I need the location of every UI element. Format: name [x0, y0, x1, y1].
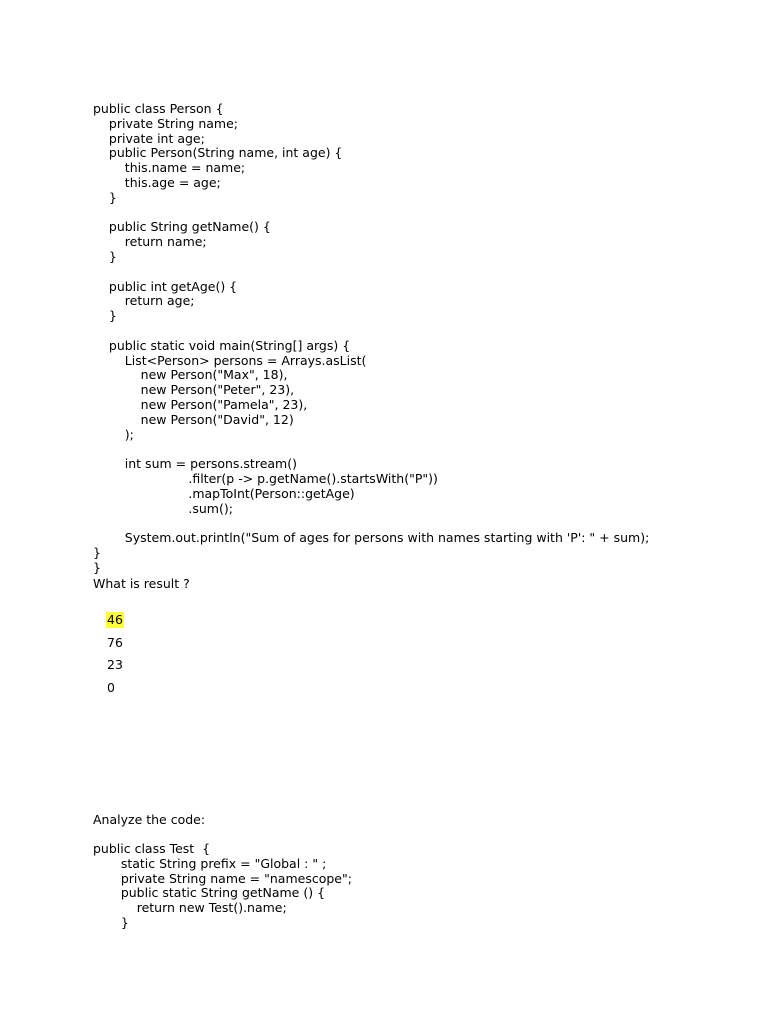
answer-option-label: 0 — [107, 679, 115, 695]
answer-option-label: 23 — [107, 657, 123, 672]
answer-option-2 — [106, 635, 124, 658]
question-text: What is result ? — [93, 576, 190, 591]
answer-option-label: 46 — [107, 612, 123, 627]
answer-option-4 — [106, 680, 124, 703]
answer-option-1 — [106, 612, 124, 635]
answer-options — [106, 612, 124, 702]
analyze-prompt: Analyze the code: — [93, 812, 206, 827]
code-snippet-test: public class Test { static String prefix = "Global : " ; private String name = "namescope"; public static String getName () { return new Test().name; } — [93, 841, 352, 930]
code-snippet-person: public class Person { private String name; private int age; public Person(String name, int age) { this.name = name; this.age = age; } public String getName() { return name; } public int getAge() { return age; } public static void main(String[] args) { List<Person> persons = Arrays.asList( new Person("Max", 18), new Person("Peter", 23), new Person("Pamela", 23), new Person("David", 12) ); int sum = persons.stream() .filter(p -> p.getName().startsWith("P")) .mapToInt(Person::getAge) .sum(); System.out.println("Sum of ages for persons with names starting with 'P': " + sum); } } — [93, 101, 650, 575]
answer-option-3 — [106, 657, 124, 680]
answer-option-label: 76 — [107, 634, 123, 650]
